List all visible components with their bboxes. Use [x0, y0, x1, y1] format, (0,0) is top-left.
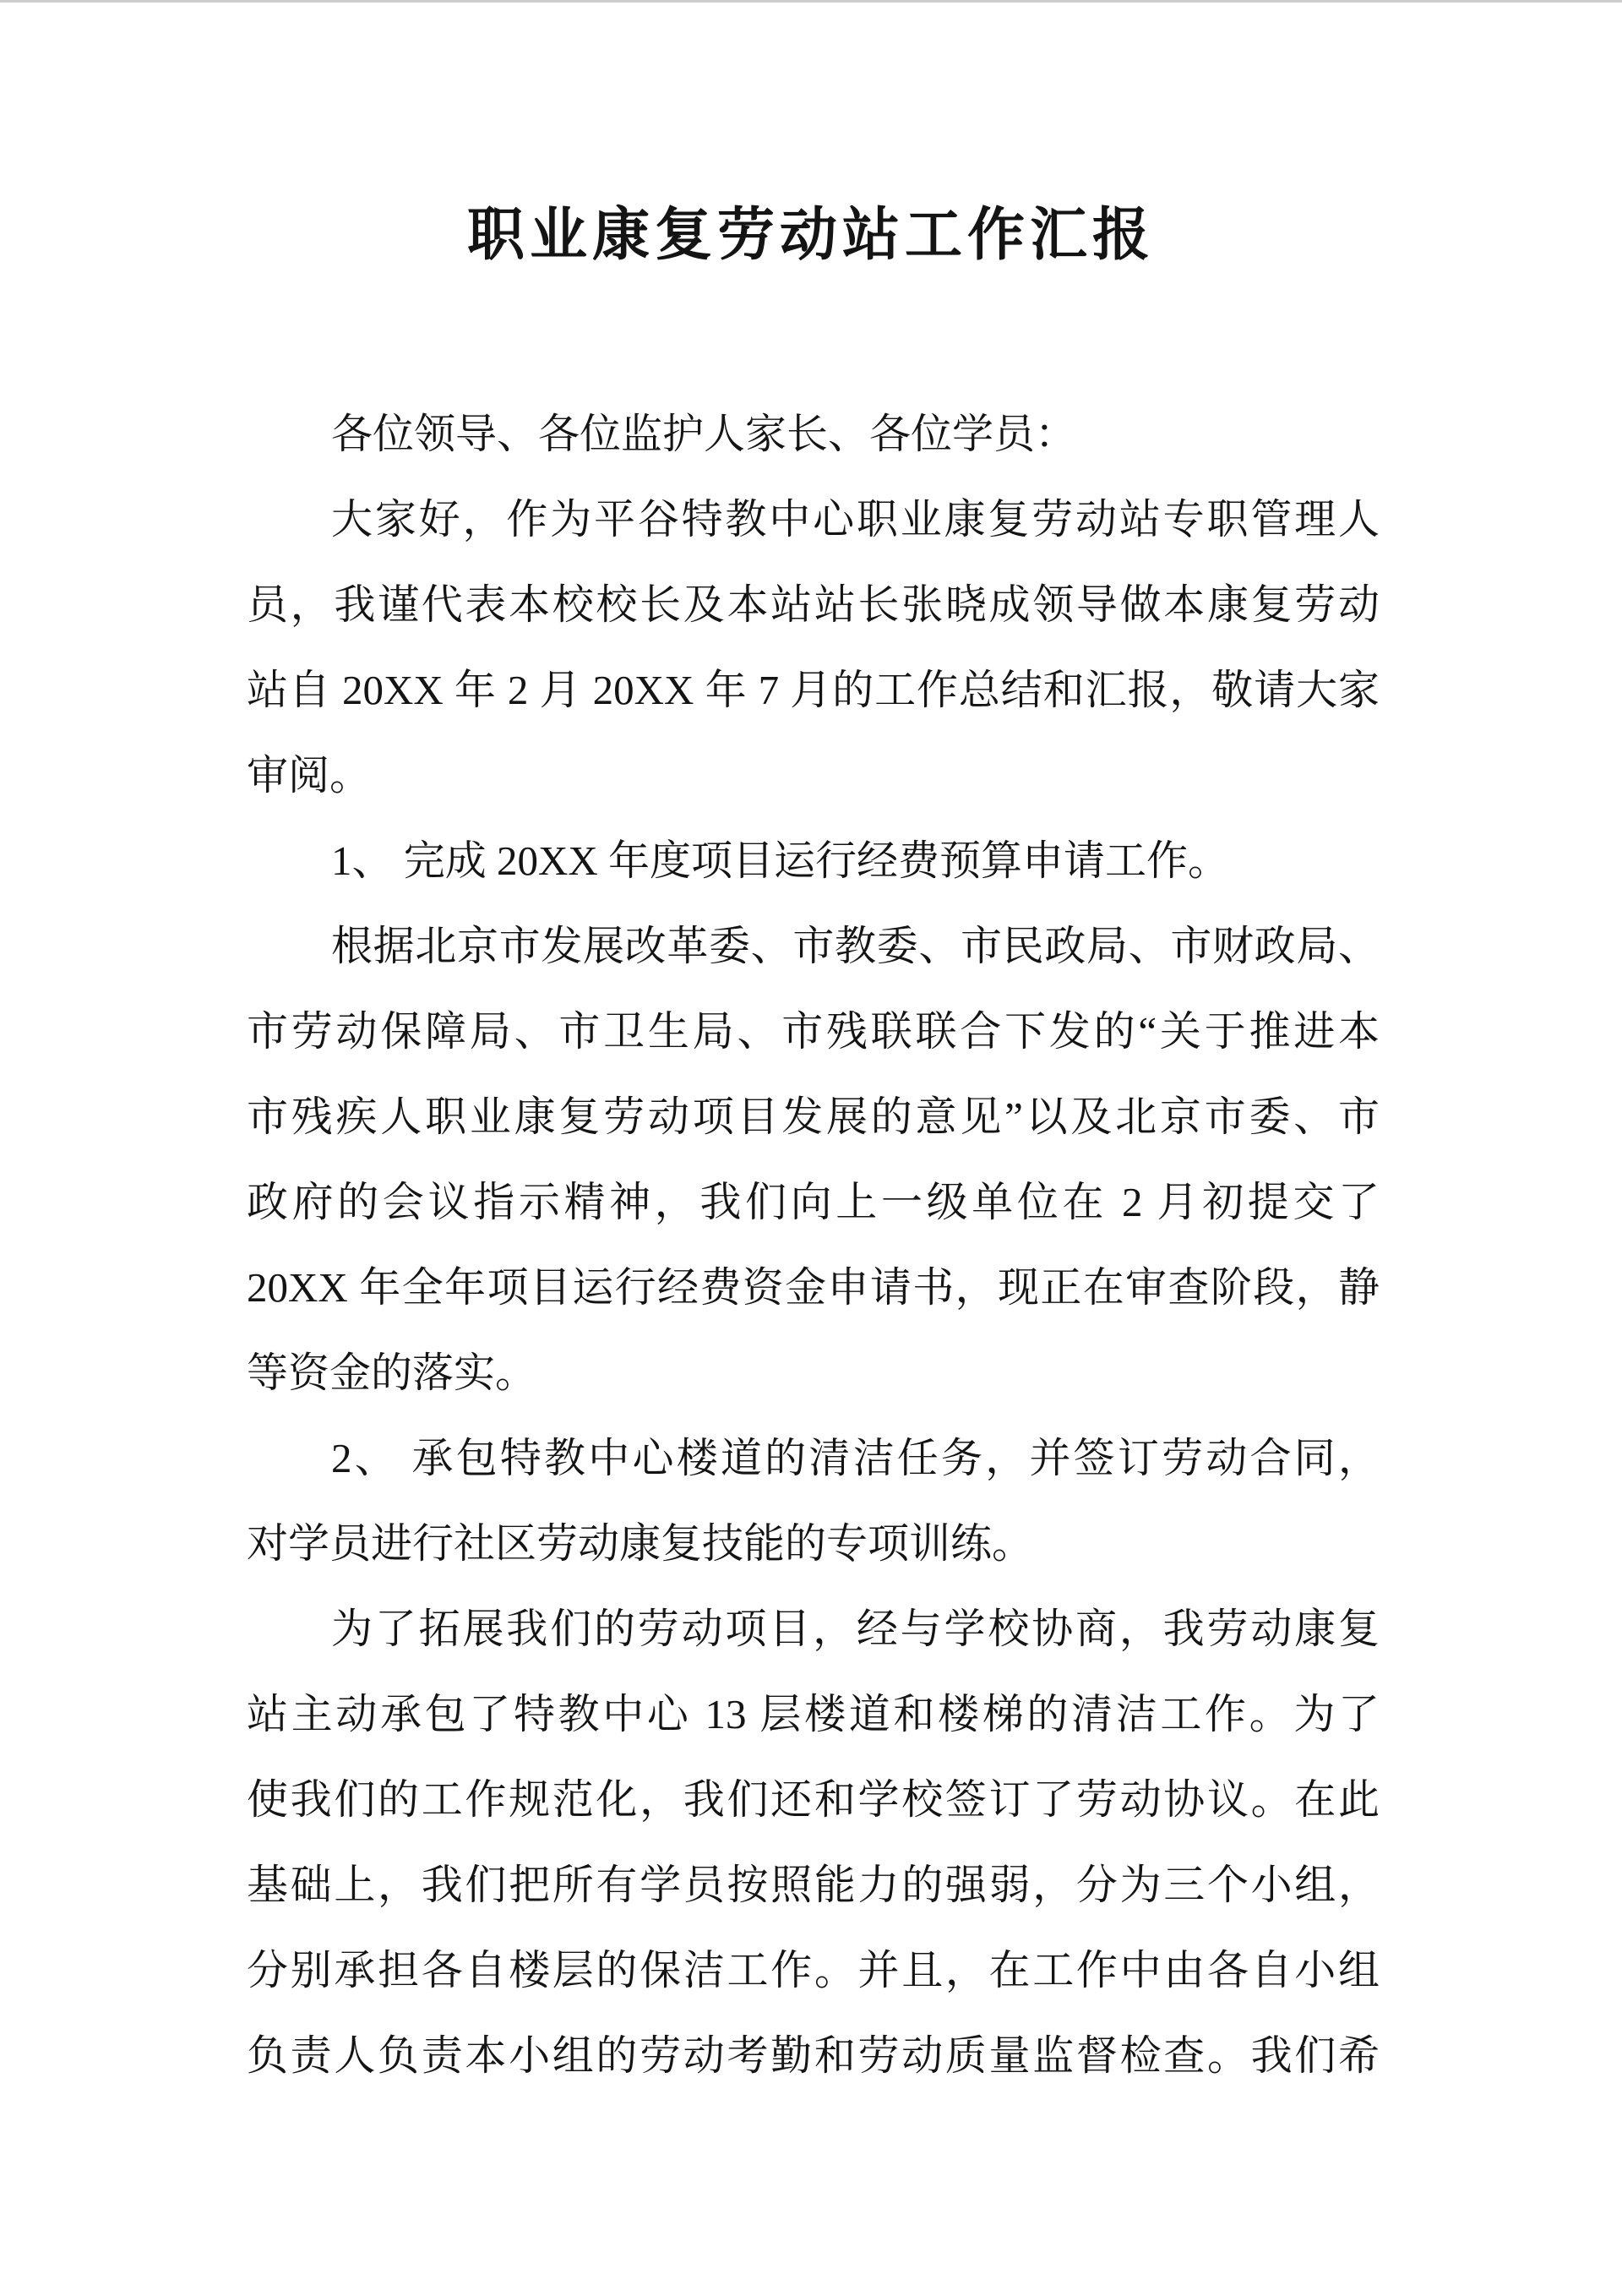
text-line: 市残疾人职业康复劳动项目发展的意见”以及北京市委、市 — [247, 1093, 1380, 1140]
text-line: 分别承担各自楼层的保洁工作。并且，在工作中由各自小组 — [247, 1947, 1380, 1993]
text-line: 负责人负责本小组的劳动考勤和劳动质量监督检查。我们希 — [247, 2032, 1380, 2079]
text-line: 员，我谨代表本校校长及本站站长张晓成领导做本康复劳动 — [247, 581, 1380, 628]
text-line: 大家好，作为平谷特教中心职业康复劳动站专职管理人 — [331, 496, 1380, 543]
text-line: 使我们的工作规范化，我们还和学校签订了劳动协议。在此 — [247, 1776, 1380, 1823]
text-line: 20XX 年全年项目运行经费资金申请书，现正在审查阶段，静 — [247, 1264, 1380, 1311]
text-line: 站主动承包了特教中心 13 层楼道和楼梯的清洁工作。为了 — [247, 1691, 1380, 1737]
text-line: 2、 承包特教中心楼道的清洁任务，并签订劳动合同， — [331, 1435, 1380, 1481]
document-body — [247, 391, 1380, 2098]
document-title: 职业康复劳动站工作汇报 — [466, 203, 1155, 267]
text-line: 站自 20XX 年 2 月 20XX 年 7 月的工作总结和汇报，敬请大家 — [247, 667, 1380, 713]
text-line: 审阅。 — [247, 752, 372, 799]
text-line: 等资金的落实。 — [247, 1350, 537, 1396]
text-line: 市劳动保障局、市卫生局、市残联联合下发的“关于推进本 — [247, 1008, 1380, 1055]
text-line: 政府的会议指示精神，我们向上一级单位在 2 月初提交了 — [247, 1179, 1380, 1225]
text-line: 为了拓展我们的劳动项目，经与学校协商，我劳动康复 — [331, 1606, 1380, 1652]
page-top-border — [0, 0, 1622, 3]
text-line: 根据北京市发展改革委、市教委、市民政局、市财政局、 — [331, 923, 1380, 969]
text-line: 1、 完成 20XX 年度项目运行经费预算申请工作。 — [331, 837, 1230, 884]
text-line: 对学员进行社区劳动康复技能的专项训练。 — [247, 1520, 1034, 1567]
text-line: 各位领导、各位监护人家长、各位学员： — [331, 411, 1077, 457]
text-line: 基础上，我们把所有学员按照能力的强弱，分为三个小组， — [247, 1862, 1380, 1908]
